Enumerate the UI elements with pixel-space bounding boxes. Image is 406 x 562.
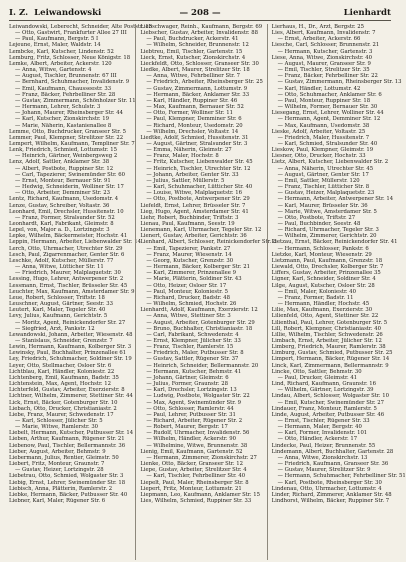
directory-entry: — Otto, Postbote, Antwerpener Str. 29 (146, 196, 250, 203)
directory-entry: — Anna, Witwe, Fehrbelliner Str. 7 (146, 73, 240, 80)
directory-entry: — Heinrich, Schneider, Bellermannstr. 20 (146, 362, 259, 369)
directory-entry: — Otto, Gastwirt, Frankfurter Allee 27 III (15, 30, 127, 37)
directory-entry: Leonhardt, Karl, Fabrikant, Gleimstr. 8 (9, 221, 114, 227)
directory-entry: Leuschner, August, Gärtner, Seestr. 33 (9, 301, 113, 308)
directory-entry: Liffers, Gustav, Arbeiter, Prinzenallee 35 (271, 270, 381, 277)
directory-entry: — Wilhelmine, Witwe, Brunnenstr. 38 (146, 442, 248, 449)
directory-entry: — Hermann, Agent, Demminer Str. 12 (277, 116, 381, 123)
directory-entry: — Marie, Näherin, Kastanienallee 8 (15, 122, 112, 129)
directory-entry: — Paul, Monteur, Koloniestr. 5 (146, 288, 228, 295)
directory-entry: — Wilhelm, Former, Bernauer Str. 30 (277, 104, 378, 111)
directory-entry: — Karl, Former, Invalidenstr. 101 (277, 430, 368, 437)
directory-entry: Lichterfeld, Gustav, Arbeiter, Exerzierstr. 8 (9, 387, 125, 394)
directory-entry: — Otto, Händler, Ackerstr. 17 (277, 436, 358, 443)
directory-entry: Lienemann, Karl, Uhrmacher, Tegeler Str. 12 (140, 227, 262, 234)
directory-entry: — Hedwig, Schneiderin, Wolliner Str. 17 (15, 184, 124, 191)
directory-entry: — Marie, Witwe, Amsterdamer Str. 5 (277, 208, 377, 215)
directory-entry: — Richard, Drucker, Badstr. 48 (146, 294, 230, 301)
directory-entry: Liepmann, Leo, Kaufmann, Anklamer Str. 15 (140, 491, 260, 498)
directory-entry: Lenz, Adolf, Sattler, Anklamer Str. 38 (9, 159, 110, 166)
directory-entry: — Gustav, Heizer, Lortzingstr. 28 (15, 467, 104, 474)
directory-entry: Lilienthal, Paul, Lehrer, Gotenburger Str. 5 (271, 319, 388, 326)
directory-entry: Lichtblau, Karl, Händler, Koloniestr. 22 (9, 368, 115, 375)
directory-entry: — Gustav, Maurer, Strelitzer Str. 9 (277, 467, 371, 474)
directory-entry: — Heinrich, Gärtner, Weinbergsweg 2 (15, 153, 118, 160)
directory-entry: Lindecke, Paul, Heizer, Brunnenstr. 55 (271, 442, 376, 449)
directory-entry: — Julius, Sattler, Müllerstr. 5 (146, 177, 225, 184)
directory-entry: Lembcke, Karl, Kutscher, Lindenstr. 52 (9, 48, 114, 55)
column-2 (135, 24, 277, 560)
directory-entry: — August, Gärtner, Stralsunder Str. 3 (146, 140, 248, 147)
header-last-name: Lienhardt (343, 8, 391, 18)
directory-entry: Lienhard, Albert, Schlosser, Reinickendorfer Str. 8 (140, 239, 277, 246)
directory-entry: Lick, Ernst, Bäcker, Gotenburger Str. 10 (9, 399, 118, 406)
directory-entry: — Friedrich, Maurer, Malplaquetstr. 30 (15, 270, 121, 277)
directory-entry: Liesegang, Ernst, Lehrer, Wolliner Str. 44 (271, 110, 384, 117)
directory-entry: — Emil, Kutscher, Swinemünder Str. 27 (277, 399, 385, 406)
directory-entry: — Max, Kaufmann, Usedomstr. 38 (277, 122, 370, 129)
directory-entry: — Anna, Näherin, Utrechter Str. 45 (277, 165, 374, 172)
directory-entry: Leuchter, Max, Kaufmann, Amsterdamer Str. 9 (9, 288, 135, 295)
directory-entry: — Paul, Lehrer, Putbusser Str. 31 (146, 411, 236, 418)
directory-entry: — Karl, Postbote, Rheinsberger Str. 30 (277, 479, 382, 486)
directory-entry: — Wilhelm, Schmied, Hochstr. 26 (146, 301, 237, 308)
directory-entry: — Friedrich, Kaufmann, Granseer Str. 36 (277, 461, 389, 468)
directory-entry: Lienke, Otto, Bäcker, Granseer Str. 12 (140, 461, 243, 468)
directory-entry: Lempert, Wilhelm, Kaufmann, Templiner Str. 7 (9, 140, 135, 147)
directory-entry: Liebelt, Hermann, Kutscher, Putbusser Str. 14 (9, 430, 134, 437)
directory-entry: — Friedrich, Arbeiter, Rheinsberger Str. 25 (146, 79, 263, 86)
directory-entry: Liebscher, Gustav, Arbeiter, Invalidenstr. 88 (140, 30, 259, 37)
directory-entry: Lemburg, Fritz, Schlosser, Neue Königstr. 18 (9, 54, 131, 61)
directory-entry: — Rudolf, Uhrmacher, Invalidenstr. 56 (146, 430, 250, 437)
directory-entry: Lietzke, Karl, Monteur, Wiesenstr. 29 (271, 251, 372, 258)
directory-entry: Liebert, Fritz, Monteur, Graunstr. 7 (9, 461, 105, 468)
directory-entry: Lieske, Adolf, Arbeiter, Voltastr. 25 (271, 128, 366, 135)
directory-entry: — Karl, Tischler, Fehrbelliner Str. 40 (146, 473, 246, 480)
directory-entry: — Stanislaus, Schneider, Grenzstr. 7 (15, 337, 113, 344)
directory-entry: — Paul, Drucker, Gleimstr. 41 (277, 374, 358, 381)
directory-entry: Lillie, Wilhelm, Tischler, Schwedenstr. 26 (271, 331, 383, 338)
directory-entry: Liebach, Otto, Drucker, Christianiastr. 2 (9, 405, 117, 412)
directory-entry: Liebetrau, Otto, Schmied, Wolgaster Str. 3 (9, 473, 124, 480)
directory-entry: Lieckfeldt, Otto, Schlosser, Granseer Str. 30 (140, 60, 259, 67)
directory-entry: Lietz, Albert, Kutscher, Liebenwalder Str. 2 (271, 159, 389, 166)
directory-entry: — Hermann, Arbeiter, Antwerpener Str. 14 (277, 196, 394, 203)
directory-entry: Ley, Friedrich, Schuhmacher, Soldiner Str. 19 (9, 356, 132, 363)
directory-entry: — Franz, Bäcker, Fehrbelliner Str. 28 (15, 91, 116, 98)
page-header (9, 6, 391, 21)
directory-entry: — Paul, Klempner, Demminer Str. 6 (146, 116, 242, 123)
directory-entry: Lichtenberg, Emil, Kaufmann, Badstr. 35 (9, 374, 119, 381)
directory-entry: — Johann, Gärtner, Gleimstr. 6 (146, 374, 229, 381)
directory-entry: Lienert, Gustav, Arbeiter, Gerichtstr. 36 (140, 233, 247, 240)
directory-entry: — Friedrich, Maler, Hussitenstr. 7 (277, 134, 370, 141)
directory-entry: — Carl, Tapezierer, Swinemünder Str. 60 (15, 171, 125, 178)
directory-entry: Lejeune, Ernst, Maler, Waldstr. 14 (9, 42, 101, 49)
directory-entry: Leutert, Karl, Maler, Tegeler Str. 40 (9, 307, 106, 314)
directory-entry: Liepelt, Paul, Maler, Rheinsberger Str. 8 (140, 479, 249, 486)
directory-entry: — Carl, Fabrikant, Schwedenstr. 4 (146, 331, 239, 338)
directory-entry: Liebschwager, Reinh., Kaufmann, Bergstr. 69 (140, 24, 263, 30)
column-1 (9, 24, 153, 560)
directory-entry: Liedke, Albert, Maurer, Strelitzer Str. 18 (140, 67, 250, 74)
directory-entry: — Otto, Postbote, Triftstr. 27 (277, 214, 356, 221)
directory-entry: Limbach, Ernst, Arbeiter, Jülicher Str. 12 (271, 337, 382, 344)
directory-entry: Liese, Anna, Witwe, Zionskirchstr. 40 (271, 54, 373, 61)
directory-entry: Lieg, Hugo, Agent, Amsterdamer Str. 41 (140, 208, 249, 215)
directory-entry: — Richard, Uhrmacher, Tegeler Str. 3 (277, 227, 379, 234)
directory-entry: — Ernst, Arbeiter, Ackerstr. 66 (277, 36, 361, 43)
directory-entry: — Marie, Plätterin, Soldiner Str. 43 (146, 276, 242, 283)
directory-entry: — Franz, Maurer, Wiesenstr. 14 (146, 251, 232, 258)
directory-entry: Lenk, Friedrich, Schmied, Lottumstr. 15 (9, 147, 117, 154)
directory-entry: — Franz, Tischler, Ramlerstr. 15 (146, 344, 234, 351)
entry-columns (9, 24, 406, 560)
directory-entry: Lichtner, Wilhelm, Zimmerer, Stettiner Str. 44 (9, 393, 133, 400)
directory-entry: — Ernst, Monteur, Bernauer Str. 91 (15, 177, 111, 184)
directory-entry: — Julius, Former, Graunstr. 28 (146, 381, 228, 388)
directory-entry: Leonhard, Emil, Drechsler, Hussitenstr. 10 (9, 208, 124, 215)
directory-entry: — Max, Agent, Swinemünder Str. 9 (146, 399, 241, 406)
directory-entry: — Emil, Maler, Koloniestr. 40 (277, 288, 357, 295)
directory-entry: — Wilhelm, Zimmerer, Gerichtstr. 20 (277, 233, 377, 240)
directory-entry: — Karl, Schlosser, Jülicher Str. 5 (15, 418, 103, 424)
directory-entry: — Hermann, Kutscher, Behmstr. 41 (146, 368, 242, 375)
directory-entry: Lemke, Albert, Arbeiter, Ackerstr. 120 (9, 60, 112, 67)
directory-entry: — Johann, Arbeiter, Genter Str. 33 (146, 171, 239, 178)
directory-entry: — Emil, Tapezierer, Pankstr. 27 (146, 245, 231, 252)
directory-entry: — Karl, Händler, Lottumstr. 42 (277, 85, 361, 92)
directory-entry: Lincke, Otto, Sattler, Behmstr. 30 (271, 368, 362, 375)
directory-entry: Liewald, Otto, Drechsler, Kolberger Str. 7 (271, 264, 384, 271)
header-left-marks: I. Z. (9, 8, 29, 18)
directory-entry: Lemme, Otto, Buchdrucker, Granseer Str. 5 (9, 128, 126, 135)
directory-entry: — Robert, Maurer, Bergstr. 17 (146, 424, 228, 431)
directory-entry: — Emil, Kaufmann, Chausseestr. 33 (15, 85, 112, 92)
directory-entry: Lichtenstein, Max, Agent, Hochstr. 12 (9, 381, 112, 388)
directory-entry: — Franz, Tischler, Lütticher Str. 8 (277, 184, 370, 191)
directory-entry: Lilge, August, Kutscher, Osloer Str. 28 (271, 282, 375, 289)
directory-entry: — Gustav, Sattler, Rügener Str. 37 (146, 356, 239, 363)
directory-entry: — Karl, Drechsler, Lortzingstr. 13 (146, 387, 237, 394)
directory-entry: — Bruno, Buchhalter, Christianiastr. 18 (146, 325, 253, 332)
directory-entry: — Gustav, Zimmermann, Schönholzer Str. 11 (15, 97, 136, 104)
directory-entry: Limberg, Friedrich, Maurer, Ramlerstr. 38 (271, 344, 386, 351)
directory-entry: — Wilhelm, Drechsler, Voltastr. 14 (146, 128, 239, 135)
directory-entry: — Gustav, Heizer, Malplaquetstr. 23 (277, 190, 375, 197)
directory-entry: — Paul, Monteur, Ruppiner Str. 18 (277, 97, 371, 104)
directory-entry: Lieck, Ernst, Kutscher, Zionskirchstr. 4 (140, 54, 246, 61)
directory-entry: Liebe, Franz, Maurer, Schwedenstr. 17 (9, 411, 114, 418)
directory-entry: — Franz, Bäcker, Fehrbelliner Str. 22 (277, 73, 378, 80)
directory-entry: Lienhardt, Adolf, Kaufmann, Exerzierstr. 12 (140, 307, 258, 314)
directory-entry: Lepel, von, Major a. D., Lortzingstr. 3 (9, 227, 110, 234)
directory-entry: Liehr, Robert, Buchbinder, Triftstr. 3 (140, 214, 239, 221)
directory-entry: Lewinsky, Paul, Buchhalter, Prinzenallee 61 (9, 350, 127, 357)
directory-entry: Lies, Wilhelm, Schmied, Ruppiner Str. 33 (140, 498, 252, 505)
directory-entry: — Otto, Arbeiter, Demminer Str. 23 (15, 190, 110, 197)
directory-entry: Lierhaus, H., Dr., Arzt, Bergstr. 25 (271, 24, 365, 30)
directory-entry: — Anna, Witwe, Lütticher Str. 11 (15, 264, 104, 271)
directory-entry: Lieben, Arthur, Kaufmann, Rügener Str. 21 (9, 436, 125, 443)
directory-entry: — Johann, Maurer, Rheinsberger Str. 44 (15, 110, 124, 117)
directory-entry: Lewandowski, Johann, Arbeiter, Wiesenstr. 48 (9, 331, 133, 338)
directory-entry: — Wilhelm, Händler, Ackerstr. 90 (146, 436, 236, 443)
directory-entry: — Emil, Tischler, Strelitzer Str. 35 (277, 67, 370, 74)
directory-entry: — Moritz, Agent, Reinickendorfer Str. 27 (15, 319, 126, 326)
directory-entry: Lesch, Paul, Zigarrenmacher, Genter Str. 6 (9, 251, 125, 258)
directory-entry: — Ludwig, Postbote, Wolgaster Str. 22 (146, 393, 250, 400)
directory-entry: Levy, Julius, Kaufmann, Gerichtstr. 5 (9, 313, 108, 320)
directory-entry: Lindhorst, Wilhelm, Bäcker, Ruppiner Str. 7 (271, 498, 390, 505)
directory-entry: — Friedrich, Maler, Putbusser Str. 8 (146, 350, 244, 357)
directory-entry: Limburg, Gustav, Schmied, Putbusser Str. 25 (271, 350, 393, 357)
directory-entry: — Karl, Schuhmacher, Lütticher Str. 40 (146, 184, 253, 191)
directory-entry: Liedtke, Adolf, Schmied, Hussitenstr. 31 (140, 134, 249, 141)
directory-entry: — Hermann, Schuhmacher, Fehrbelliner Str. 51 (277, 473, 406, 480)
directory-entry: Leschke, Adolf, Kutscher, Müllerstr. 77 (9, 257, 114, 264)
header-left (9, 6, 134, 20)
directory-entry: — Hermann, Maler, Bergstr. 40 (277, 424, 362, 431)
directory-entry: — Hermann, Schlosser, Pankstr. 6 (277, 245, 369, 252)
directory-entry: Lietzau, Ernst, Bäcker, Reinickendorfer Str. 41 (271, 239, 398, 246)
directory-entry: — Gustav, Zimmermann, Rheinsberger Str. 13 (277, 79, 402, 86)
directory-entry: Lepke, Wilhelm, Bäckermeister, Hochstr. 41 (9, 233, 128, 240)
directory-entry: — Siegfried, Arzt, Pankstr. 12 (15, 325, 95, 332)
directory-entry: Liepe, Gustav, Arbeiter, Strelitzer Str. 4 (140, 467, 247, 474)
directory-entry: — Heinrich, Tischler, Utrechter Str. 12 (146, 165, 251, 172)
directory-entry: Linder, Richard, Zimmerer, Anklamer Str. 48 (271, 491, 392, 498)
directory-entry: — Otto, Schlosser, Ramlerstr. 44 (146, 405, 234, 412)
directory-entry: Lewin, Hermann, Kaufmann, Kolberger Str. 3 (9, 344, 132, 351)
directory-entry: — Wilhelm, Gärtner, Lortzingstr. 39 (277, 387, 374, 394)
directory-entry: — Karl, Händler, Ruppiner Str. 46 (146, 97, 238, 104)
directory-entry: — Fritz, Kutscher, Liebenwalder Str. 45 (146, 159, 253, 166)
directory-entry: Lieber, August, Arbeiter, Behmstr. 9 (9, 448, 106, 455)
directory-entry: — Ernst, Tischler, Rügener Str. 33 (277, 418, 370, 424)
directory-entry: — Emma, Näherin, Gleimstr. 27 (146, 147, 232, 154)
directory-entry: Lieskow, Paul, Klempner, Gleimstr. 19 (271, 147, 374, 154)
directory-entry: — Franz, Maler, Hochstr. 8 (146, 153, 219, 160)
directory-entry: — Albert, Postbote, Ruppiner Str. 12 (15, 165, 114, 172)
directory-entry: Liebermann, Julius, Rentier, Gleimstr. 50 (9, 454, 119, 461)
directory-entry: Lindemann, Albert, Buchhalter, Gartenstr. 28 (271, 448, 394, 455)
directory-entry: — Karl, Schmied, Stralsunder Str. 40 (277, 140, 378, 147)
directory-entry: Lietzmann, Paul, Kaufmann, Grenzstr. 18 (271, 257, 383, 264)
directory-entry: — Louise, Witwe, Malplaquetstr. 16 (146, 190, 243, 197)
directory-entry: Lindau, Albert, Schlosser, Wolgaster Str. 10 (271, 393, 389, 400)
directory-entry: Lessing, Hugo, Lehrer, Antwerpener Str. 2 (9, 276, 124, 283)
directory-entry: Lill, Robert, Klempner, Christianiastr. 40 (271, 325, 381, 332)
directory-entry: Liebenow, Paul, Tischler, Bellermannstr. 36 (9, 442, 126, 449)
directory-entry: — Otto, Heizer, Osloer Str. 17 (146, 282, 227, 289)
directory-entry: — Anna, Witwe, Gartenstr. 4 (15, 67, 92, 74)
page-number: — 208 — (179, 8, 221, 18)
directory-entry: — August, Arbeiter, Gotenburger Str. 29 (146, 319, 255, 326)
directory-entry: Lentz, Richard, Kaufmann, Usedomstr. 4 (9, 196, 119, 203)
directory-entry: — August, Tischler, Brunnenstr. 67 III (15, 73, 117, 80)
directory-entry: — Gustav, Zimmermann, Lottumstr. 9 (146, 85, 248, 92)
directory-entry: Limpert, Hermann, Bäcker, Rügener Str. 14 (271, 356, 390, 363)
directory-entry: — Otto, Former, Wolliner Str. 11 (146, 110, 233, 117)
directory-entry: — Wilhelm, Schneider, Brunnenstr. 12 (146, 42, 249, 49)
directory-entry: Leppin, Hermann, Arbeiter, Liebenwalder Str. 14 (9, 239, 141, 246)
directory-entry: — Otto, Schuhmacher, Anklamer Str. 6 (277, 91, 382, 98)
directory-entry: — Hermann, Zimmerer, Zionskirchstr. 27 (146, 454, 257, 461)
directory-entry: — Richard, Monteur, Usedomstr. 20 (146, 122, 243, 129)
directory-entry: — Richard, Arbeiter, Rügener Str. 2 (146, 418, 243, 424)
directory-entry: Lindenau, Otto, Uhrmacher, Lottumstr. 4 (271, 485, 382, 492)
directory-entry: — Hermann, Kutscher, Gartenstr. 3 (277, 48, 373, 55)
directory-entry: — Hermann, Bäcker, Anklamer Str. 33 (146, 91, 250, 98)
directory-entry: — Paul, Buchbinder, Seestr. 48 (277, 221, 361, 227)
directory-entry: Liebisch, Anna, Plätterin, Ramlerstr. 2 (9, 485, 113, 492)
directory-entry: Ligner, Karl, Schneider, Soldiner Str. 4 (271, 276, 376, 283)
directory-entry: — Karl, Kutscher, Zionskirchstr. 19 (15, 116, 110, 123)
directory-entry: — Anna, Witwe, Stettiner Str. 3 (146, 313, 231, 320)
directory-entry: — Karl, Zimmerer, Prinzenallee 9 (146, 270, 236, 277)
directory-entry: Lies, Albert, Kaufmann, Invalidenstr. 7 (271, 30, 376, 37)
directory-entry: Linde, August, Arbeiter, Putbusser Str. 46 (271, 411, 385, 418)
directory-entry: — Marie, Witwe, Ramlerstr. 30 (15, 424, 99, 431)
directory-entry: Lienau, Paul, Kaufmann, Seestr. 19 (140, 221, 235, 227)
directory-entry: Lindauer, Franz, Monteur, Ramlerstr. 5 (271, 405, 377, 412)
directory-entry: — Karl, Maurer, Brüsseler Str. 36 (277, 202, 368, 209)
directory-entry: — Max, Kaufmann, Bernauer Str. 52 (146, 104, 244, 111)
header-first-name: Leiwandowski (34, 8, 102, 18)
directory-entry: — Franz, Former, Badstr. 11 (277, 294, 354, 301)
directory-entry: — Hermann, Händler, Hochstr. 45 (277, 301, 370, 308)
directory-entry: Liefeldt, Ernst, Lehrer, Brüsseler Str. 7 (140, 202, 246, 209)
directory-entry: — August, Gärtner, Genter Str. 17 (277, 171, 369, 178)
directory-entry: Leyer, Otto, Stellmacher, Osloer Str. 6 (9, 362, 112, 369)
directory-entry: Lemmer, Paul, Klempner, Strelitzer Str. 22 (9, 134, 124, 141)
directory-entry: Liebtreu, Emil, Tischler, Gartenstr. 15 (140, 48, 243, 55)
directory-entry: Liesner, Otto, Drucker, Hochstr. 33 (271, 153, 366, 160)
directory-entry: Leiwandowski, Leberecht, Schneider, Alte Poststr. 13 (9, 24, 153, 30)
directory-entry: Lind, Richard, Kaufmann, Graunstr. 16 (271, 381, 377, 388)
directory-entry: — Georg, Kutscher, Grenzstr. 30 (146, 257, 234, 264)
directory-entry: Liepert, Fritz, Monteur, Lottumstr. 21 (140, 485, 242, 492)
directory-entry: — Anna, Witwe, Zionskirchstr. 13 (277, 454, 368, 461)
directory-entry: Lilie, Max, Kaufmann, Exerzierstr. 30 (271, 307, 373, 314)
directory-entry: — Franz, Former, Stralsunder Str. 52 (15, 214, 115, 221)
directory-entry: Linck, Karl, Zimmermann, Bellermannstr. 9 (271, 362, 389, 369)
directory-entry: — Emil, Sattler, Müllerstr. 120 (277, 177, 360, 184)
directory-entry: — Hermann, Lehrer, Schulstr. 3 (15, 104, 101, 111)
directory-entry: — Ernst, Klempner, Jülicher Str. 33 (146, 337, 241, 344)
directory-entry: Liebke, Hermann, Bäcker, Putbusser Str. 40 (9, 491, 128, 498)
directory-entry: Leue, Robert, Schlosser, Triftstr. 18 (9, 294, 105, 301)
directory-entry: Lerch, Otto, Uhrmacher, Utrechter Str. 29 (9, 245, 123, 252)
directory-entry: — Bernhard, Schuhmacher, Invalidenstr. 9 (15, 79, 130, 86)
directory-entry: — August, Maurer, Granseer Str. 9 (277, 60, 371, 67)
directory-entry: Liebig, Ernst, Lehrer, Swinemünder Str. 18 (9, 479, 126, 486)
directory-entry: Liebner, Karl, Maler, Rügener Str. 6 (9, 498, 106, 505)
directory-entry: Liesche, Carl, Schlosser, Brunnenstr. 21 (271, 42, 380, 49)
directory-entry: — Paul, Buchdrucker, Ackerstr. 41 (146, 36, 239, 43)
directory-entry: Lilienfeld, Otto, Agent, Stettiner Str. 22 (271, 313, 379, 320)
directory-entry: Lienig, Emil, Kaufmann, Gartenstr. 52 (140, 448, 243, 455)
directory-entry: Lessmann, Ernst, Tischler, Brüsseler Str. 45 (9, 282, 128, 289)
directory-entry: — Paul, Kaufmann, Bergstr. 5 I (15, 36, 99, 43)
column-3 (267, 24, 406, 560)
directory-entry: — Hermann, Bäcker, Kolberger Str. 21 (146, 264, 250, 271)
directory-entry: Lenze, Gustav, Schreiber, Voltastr. 36 (9, 202, 110, 209)
